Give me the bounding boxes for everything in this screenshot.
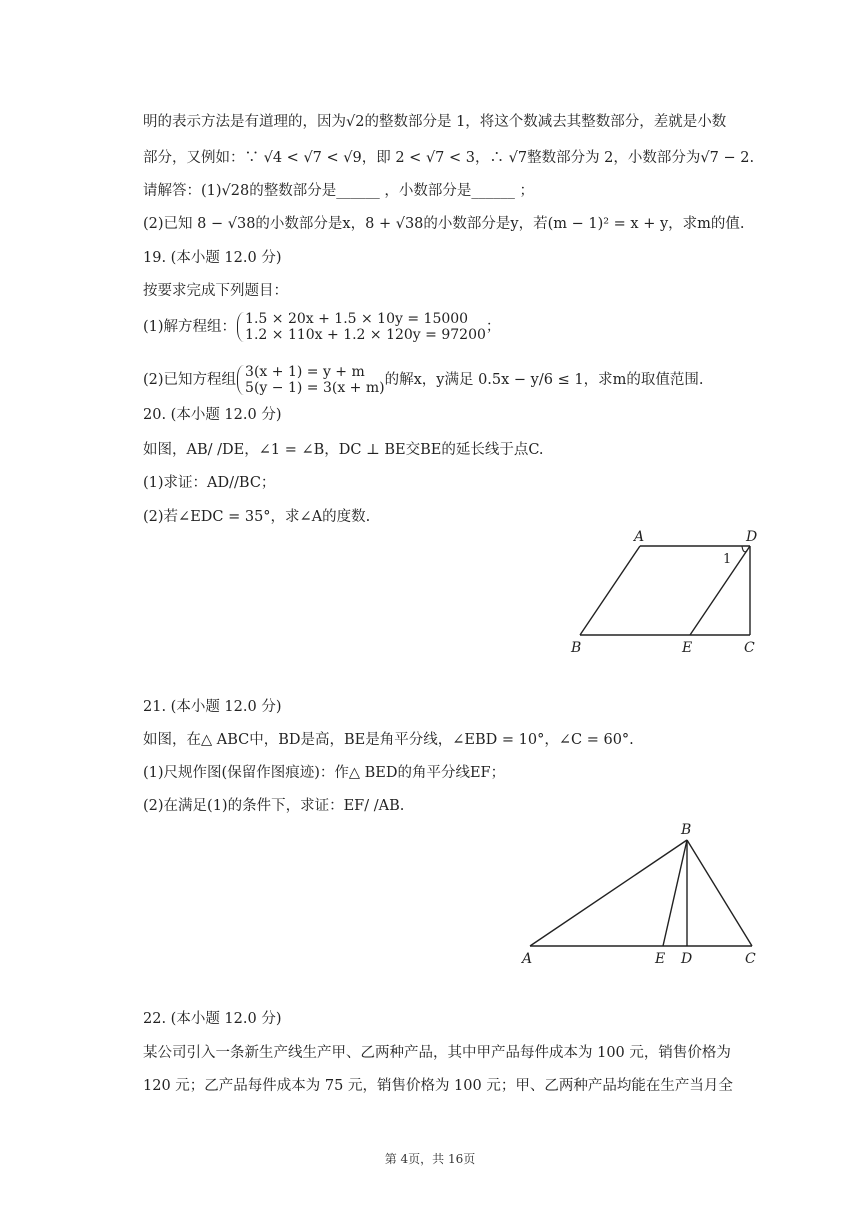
label-b: B: [681, 822, 692, 838]
question-20-intro: 如图，AB/ /DE，∠1 = ∠B，DC ⊥ BE交BE的延长线于点C.: [143, 442, 544, 458]
segment-bc: [687, 840, 752, 946]
text-line-4: (2)已知 8 − √38的小数部分是x，8 + √38的小数部分是y，若(m − 1)² = x + y，求m的值.: [143, 216, 745, 232]
figure-21-triangle: [515, 820, 765, 970]
q19-1-suffix: ；: [485, 319, 501, 335]
page-footer: 第 4页，共 16页: [384, 1152, 476, 1166]
label-d: D: [681, 951, 693, 967]
q19-2-suffix: 的解x，y满足 0.5x − y/6 ≤ 1，求m的取值范围.: [384, 372, 704, 388]
question-22-heading: 22. (本小题 12.0 分): [143, 1011, 282, 1027]
figure-20-parallelogram: [560, 525, 770, 660]
equation-2a: 3(x + 1) = y + m: [245, 364, 365, 380]
question-21-intro: 如图，在△ ABC中，BD是高，BE是角平分线，∠EBD = 10°，∠C = 60°.: [143, 732, 634, 748]
equation-system-2: [236, 364, 385, 396]
equation-system-1: [236, 311, 486, 343]
question-22-line-2: 120 元；乙产品每件成本为 75 元，销售价格为 100 元；甲、乙两种产品均能在生产当月全: [143, 1078, 733, 1094]
q19-2-prefix: (2)已知方程组: [143, 372, 237, 388]
question-19-part-1: [143, 311, 755, 343]
question-21-part-2: (2)在满足(1)的条件下，求证：EF/ /AB.: [143, 798, 405, 814]
equation-1a: 1.5 × 20x + 1.5 × 10y = 15000: [245, 311, 469, 327]
label-e: E: [655, 951, 666, 967]
question-22-line-1: 某公司引入一条新生产线生产甲、乙两种产品，其中甲产品每件成本为 100 元，销售价格为: [143, 1045, 731, 1061]
segment-ab: [580, 546, 640, 635]
label-b: B: [571, 640, 582, 656]
question-19-part-2: [143, 364, 755, 396]
segment-be: [663, 840, 687, 946]
text-line-1: 明的表示方法是有道理的，因为√2的整数部分是 1，将这个数减去其整数部分，差就是小数: [143, 114, 727, 130]
label-a: A: [634, 529, 645, 545]
angle-1-arc: [742, 546, 747, 552]
question-20-heading: 20. (本小题 12.0 分): [143, 407, 282, 423]
question-20-part-2: (2)若∠EDC = 35°，求∠A的度数.: [143, 509, 371, 525]
question-19-heading: 19. (本小题 12.0 分): [143, 250, 282, 266]
text-line-3: 请解答：(1)√28的整数部分是______ ，小数部分是______ ；: [143, 183, 534, 199]
equation-2b: 5(y − 1) = 3(x + m): [245, 380, 385, 396]
segment-de: [690, 546, 750, 635]
question-21-part-1: (1)尺规作图(保留作图痕迹)：作△ BED的角平分线EF；: [143, 765, 506, 781]
question-19-intro: 按要求完成下列题目：: [143, 283, 288, 299]
equation-1b: 1.2 × 110x + 1.2 × 120y = 97200: [245, 327, 486, 343]
label-angle-1: 1: [723, 552, 732, 567]
label-c: C: [744, 640, 755, 656]
question-20-part-1: (1)求证：AD//BC；: [143, 475, 276, 491]
label-e: E: [682, 640, 693, 656]
label-a: A: [522, 951, 533, 967]
question-21-heading: 21. (本小题 12.0 分): [143, 699, 282, 715]
label-c: C: [745, 951, 756, 967]
text-line-2: 部分，又例如：∵ √4 < √7 < √9，即 2 < √7 < 3，∴ √7整数部分为 2，小数部分为√7 − 2.: [143, 150, 755, 166]
label-d: D: [746, 529, 758, 545]
segment-ba: [530, 840, 687, 946]
q19-1-prefix: (1)解方程组：: [143, 319, 237, 335]
